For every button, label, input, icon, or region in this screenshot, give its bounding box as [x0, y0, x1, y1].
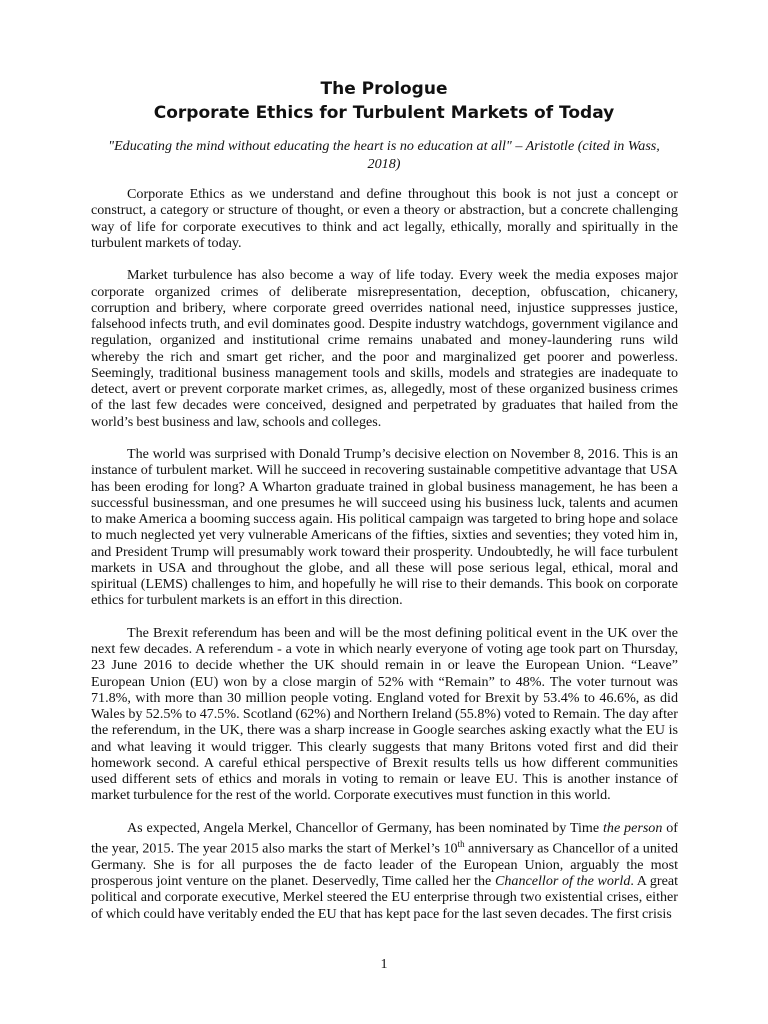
paragraph-5-superscript: th: [457, 839, 465, 849]
paragraph-5: [91, 820, 678, 922]
paragraph-5-text-d: . A great political and corporate executive, Merkel steered the EU enterprise through two existential crises, either of which could have veritably ended the EU that has kept pace for the last seven decades. The first crisis: [91, 873, 678, 922]
paragraph-3: The world was surprised with Donald Trump’s decisive election on November 8, 2016. This is an instance of turbulent market. Will he succeed in recovering sustainable competitive advantage that USA has been eroding for long? A Wharton graduate trained in global business management, he has been a successful businessman, and one presumes he will succeed using his business luck, talents and acumen to make America a booming success again. His political campaign was targeted to bring hope and solace to much neglected yet very vulnerable Americans of the fifties, sixties and seventies; they voted him in, and President Trump will presumably work toward their prosperity. Undoubtedly, he will face turbulent markets in USA and throughout the globe, and all these will pose serious legal, ethical, moral and spiritual (LEMS) challenges to him, and hopefully he will rise to their demands. This book on corporate ethics for turbulent markets is an effort in this direction.: [91, 446, 678, 609]
paragraph-4: The Brexit referendum has been and will be the most defining political event in the UK over the next few decades. A referendum - a vote in which nearly everyone of voting age took part on Thursday, 23 June 2016 to decide whether the UK should remain in or leave the European Union. “Leave” European Union (EU) won by a close margin of 52% with “Remain” to 48%. The voter turnout was 71.8%, with more than 30 million people voting. England voted for Brexit by 53.4% to 46.6%, as did Wales by 52.5% to 47.5%. Scotland (62%) and Northern Ireland (55.8%) voted to Remain. The day after the referendum, in the UK, there was a sharp increase in Google searches asking exactly what the EU is and what leaving it would trigger. This clearly suggests that many Britons voted first and did their homework second. A careful ethical perspective of Brexit results tells us how different communities used different sets of ethics and morals in voting to remain or leave EU. This is another instance of market turbulence for the rest of the world. Corporate executives must function in this world.: [91, 624, 678, 804]
paragraph-1: Corporate Ethics as we understand and define throughout this book is not just a concept or construct, a category or structure of thought, or even a theory or abstraction, but a concrete challenging way of life for corporate executives to think and act legally, ethically, morally and spiritually in the turbulent markets of today.: [91, 186, 678, 251]
paragraph-5-text-c: anniversary as Chancellor of a united Germany. She is for all purposes the de facto leader of the European Union, arguably the most prosperous joint venture on the planet. Deservedly, Time called her the: [91, 840, 678, 890]
title-line-2: Corporate Ethics for Turbulent Markets of Today: [153, 103, 615, 123]
page-number: 1: [380, 956, 388, 972]
chapter-title: [0, 77, 768, 125]
paragraph-5-text-b: of the year, 2015. The year 2015 also marks the start of Merkel’s 10: [91, 819, 678, 857]
paragraph-5-emphasis-person: the person: [602, 819, 663, 836]
epigraph-quote: "Educating the mind without educating the heart is no education at all" – Aristotle (cited in Wass, 2018): [108, 138, 660, 172]
paragraph-5-emphasis-chancellor: Chancellor of the world: [494, 873, 631, 890]
body-text: [91, 186, 678, 938]
title-line-1: The Prologue: [320, 79, 448, 99]
paragraph-2: Market turbulence has also become a way of life today. Every week the media exposes major corporate organized crimes of deliberate misrepresentation, deception, obfuscation, chicanery, corruption and bribery, where corporate greed overrides national need, injustice suppresses justice, falsehood infects truth, and evil dominates good. Despite industry watchdogs, government vigilance and regulation, organized and institutional crime remains unabated and money-laundering runs wild whereby the rich and smart get richer, and the poor and marginalized get poorer and powerless. Seemingly, traditional business management tools and skills, models and strategies are inadequate to detect, avert or prevent corporate market crimes, as, allegedly, most of these organized business crimes of the last few decades were conceived, designed and perpetrated by graduates that hailed from the world’s best business and law, schools and colleges.: [91, 267, 678, 430]
paragraph-5-text-a: As expected, Angela Merkel, Chancellor of Germany, has been nominated by Time: [127, 819, 603, 836]
